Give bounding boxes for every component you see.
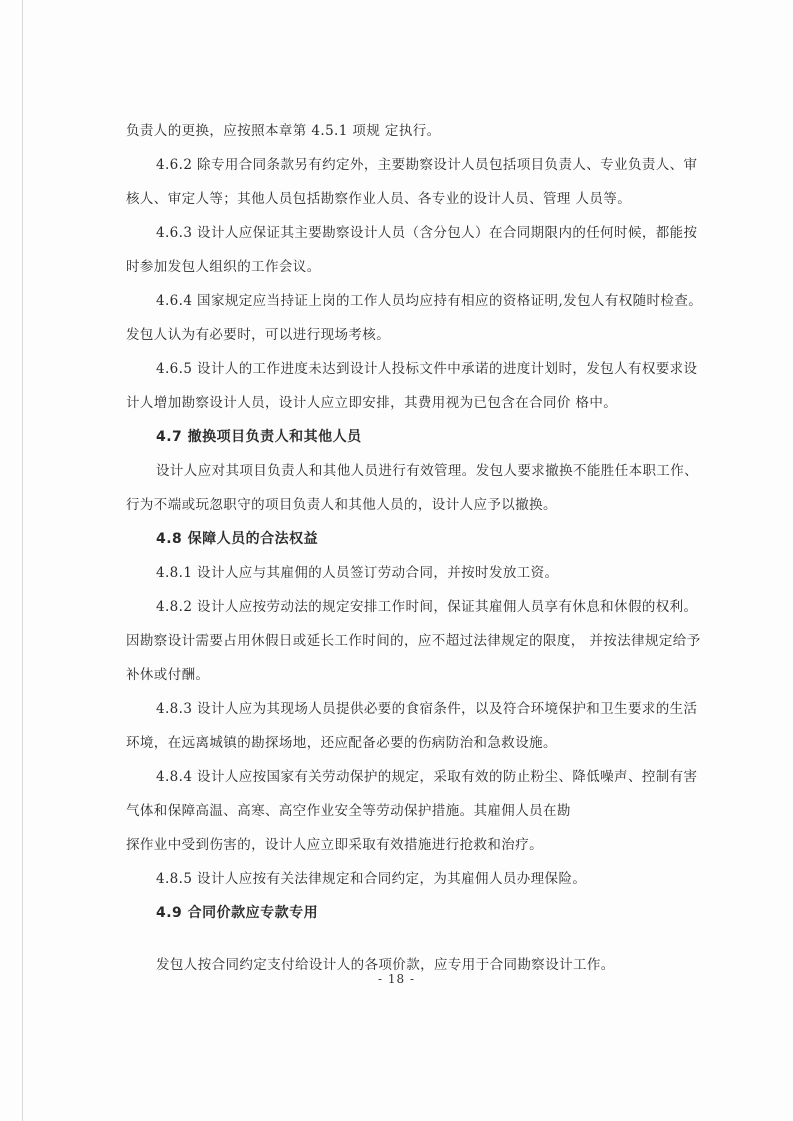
- paragraph-line: 因勘察设计需要占用休假日或延长工作时间的，应不超过法律规定的限度， 并按法律规定给予: [126, 633, 701, 649]
- section-heading-4-9: 4.9 合同价款应专款专用: [156, 905, 319, 921]
- paragraph-line: 发包人按合同约定支付给设计人的各项价款，应专用于合同勘察设计工作。: [156, 957, 615, 973]
- clause-4-6-3: 4.6.3 设计人应保证其主要勘察设计人员（含分包人）在合同期限内的任何时候，都能按: [156, 225, 698, 241]
- clause-4-8-3: 4.8.3 设计人应为其现场人员提供必要的食宿条件，以及符合环境保护和卫生要求的生活: [156, 701, 698, 717]
- paragraph-line: 设计人应对其项目负责人和其他人员进行有效管理。发包人要求撤换不能胜任本职工作、: [156, 463, 699, 479]
- paragraph-line: 探作业中受到伤害的，设计人应立即采取有效措施进行抢救和治疗。: [126, 837, 543, 853]
- page-number: - 18 -: [377, 972, 415, 986]
- paragraph-line: 计人增加勘察设计人员，设计人应立即安排，其费用视为已包含在合同价 格中。: [126, 395, 618, 411]
- scan-edge-line: [22, 0, 23, 1121]
- clause-4-8-5: 4.8.5 设计人应按有关法律规定和合同约定，为其雇佣人员办理保险。: [156, 871, 587, 887]
- paragraph-line: 时参加发包人组织的工作会议。: [126, 259, 321, 275]
- paragraph-line: 气体和保障高温、高寒、高空作业安全等劳动保护措施。其雇佣人员在勘: [126, 803, 571, 819]
- page-body: [126, 122, 716, 974]
- section-heading-4-8: 4.8 保障人员的合法权益: [156, 531, 319, 547]
- clause-4-8-4: 4.8.4 设计人应按国家有关劳动保护的规定，采取有效的防止粉尘、降低噪声、控制有害: [156, 769, 698, 785]
- clause-4-8-1: 4.8.1 设计人应与其雇佣的人员签订劳动合同，并按时发放工资。: [156, 565, 559, 581]
- paragraph-line: 核人、审定人等；其他人员包括勘察作业人员、各专业的设计人员、管理 人员等。: [126, 191, 632, 207]
- paragraph-line: 环境，在远离城镇的勘探场地，还应配备必要的伤病防治和急救设施。: [126, 735, 557, 751]
- paragraph-line: 发包人认为有必要时，可以进行现场考核。: [126, 327, 391, 343]
- section-heading-4-7: 4.7 撤换项目负责人和其他人员: [156, 429, 362, 445]
- clause-4-6-2: 4.6.2 除专用合同条款另有约定外，主要勘察设计人员包括项目负责人、专业负责人、审: [156, 157, 698, 173]
- clause-4-8-2: 4.8.2 设计人应按劳动法的规定安排工作时间，保证其雇佣人员享有休息和休假的权利。: [156, 599, 698, 615]
- clause-4-6-5: 4.6.5 设计人的工作进度未达到设计人投标文件中承诺的进度计划时，发包人有权要求设: [156, 361, 698, 377]
- paragraph-line: 负责人的更换，应按照本章第 4.5.1 项规 定执行。: [126, 123, 441, 139]
- paragraph-line: 行为不端或玩忽职守的项目负责人和其他人员的，设计人应予以撤换。: [126, 497, 557, 513]
- paragraph-line: 补休或付酬。: [126, 667, 210, 683]
- clause-4-6-4: 4.6.4 国家规定应当持证上岗的工作人员均应持有相应的资格证明,发包人有权随时检查。: [156, 293, 703, 309]
